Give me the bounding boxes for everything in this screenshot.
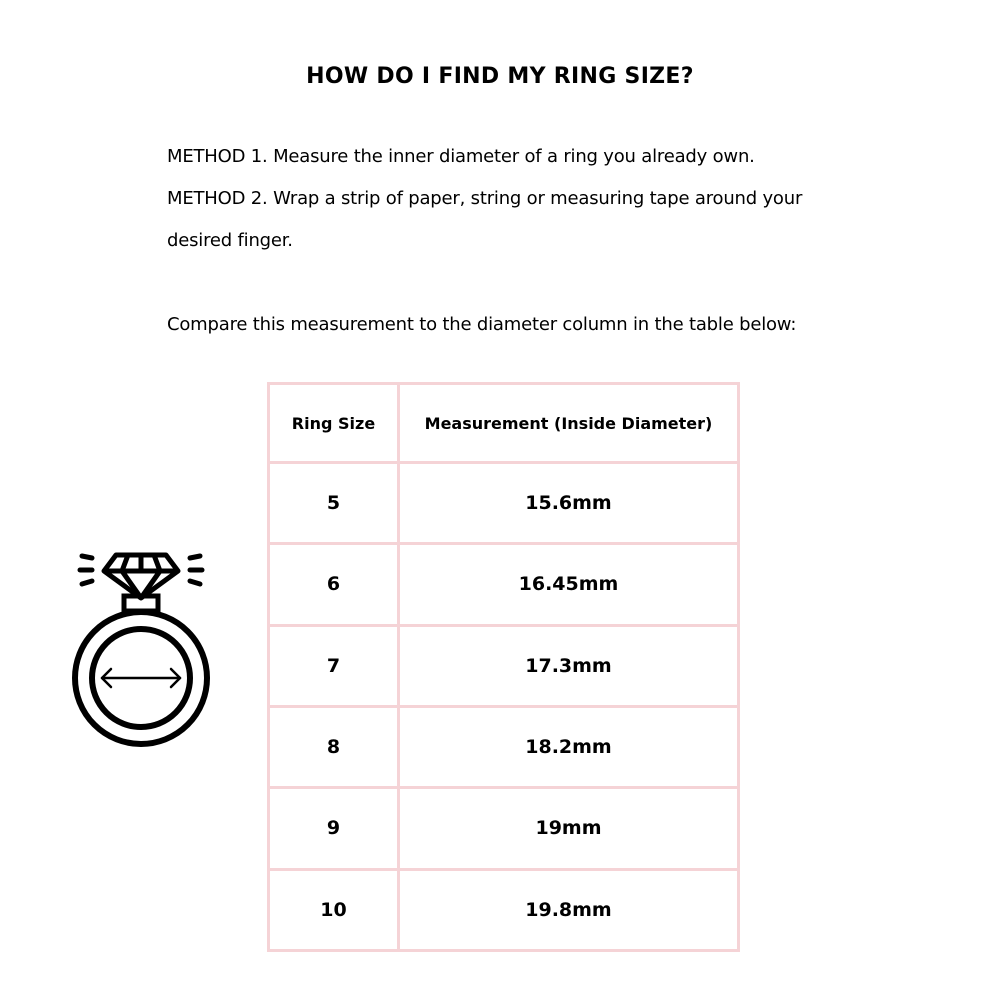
table-header-row — [269, 384, 739, 463]
measurement-cell: 19.8mm — [399, 869, 739, 950]
ring-size-cell: 8 — [269, 706, 399, 787]
measurement-cell: 16.45mm — [399, 544, 739, 625]
ring-size-cell: 9 — [269, 788, 399, 869]
page-title: HOW DO I FIND MY RING SIZE? — [306, 64, 694, 89]
ring-size-table — [267, 382, 740, 952]
ring-size-cell: 7 — [269, 625, 399, 706]
ring-size-cell: 10 — [269, 869, 399, 950]
table-row — [269, 544, 739, 625]
compare-instruction: Compare this measurement to the diameter column in the table below: — [167, 314, 797, 335]
method-1-text: METHOD 1. Measure the inner diameter of a ring you already own. — [167, 146, 755, 167]
measurement-cell: 17.3mm — [399, 625, 739, 706]
measurement-cell: 18.2mm — [399, 706, 739, 787]
column-header-ring-size: Ring Size — [269, 384, 399, 463]
ring-size-cell: 6 — [269, 544, 399, 625]
ring-size-cell: 5 — [269, 463, 399, 544]
table-row — [269, 463, 739, 544]
table-row — [269, 788, 739, 869]
table-row — [269, 706, 739, 787]
table-row — [269, 625, 739, 706]
measurement-cell: 15.6mm — [399, 463, 739, 544]
table-row — [269, 869, 739, 950]
method-2-text: METHOD 2. Wrap a strip of paper, string or measuring tape around your — [167, 188, 803, 209]
diamond-ring-icon — [70, 548, 212, 748]
method-2-text-continued: desired finger. — [167, 230, 293, 251]
measurement-cell: 19mm — [399, 788, 739, 869]
column-header-measurement: Measurement (Inside Diameter) — [399, 384, 739, 463]
